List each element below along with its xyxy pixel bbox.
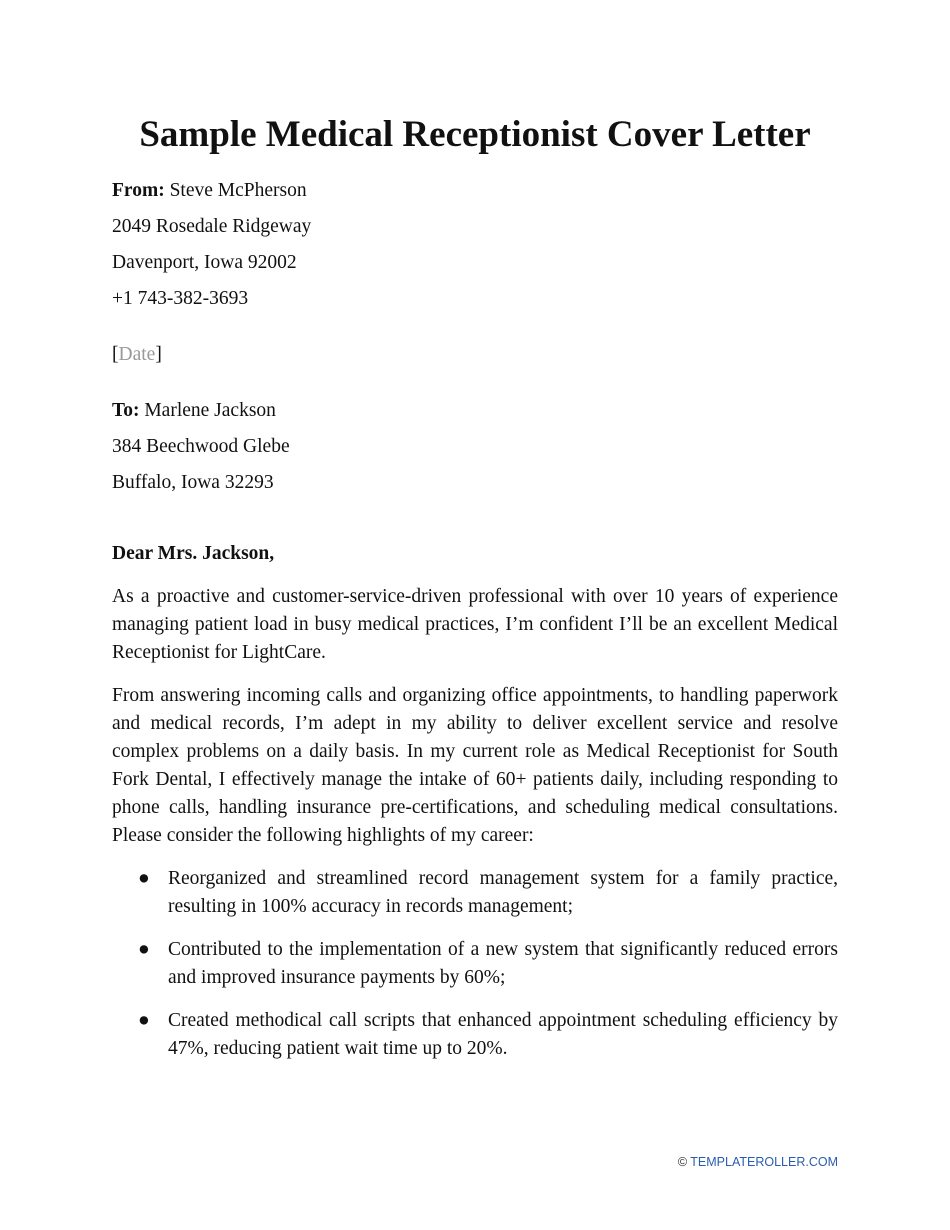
to-address1: 384 Beechwood Glebe <box>112 436 290 457</box>
from-address2: Davenport, Iowa 92002 <box>112 252 297 273</box>
from-address1: 2049 Rosedale Ridgeway <box>112 216 312 237</box>
bracket-close: ] <box>155 344 162 365</box>
to-label: To: <box>112 400 140 421</box>
highlights-list <box>112 865 838 1063</box>
footer-link[interactable]: TEMPLATEROLLER.COM <box>690 1155 838 1169</box>
bullet-icon: ● <box>138 939 150 960</box>
page-title: Sample Medical Receptionist Cover Letter <box>139 114 811 155</box>
list-item <box>112 936 838 992</box>
list-item-text: Created methodical call scripts that enhanced appointment scheduling efficiency by 47%, reducing patient wait time up to 20%. <box>168 1010 838 1059</box>
from-label: From: <box>112 180 165 201</box>
paragraph-intro: As a proactive and customer-service-driven professional with over 10 years of experience managing patient load in busy medical practices, I’m confident I’ll be an excellent Medical Receptionist for LightCare. <box>112 586 838 663</box>
paragraph-experience: From answering incoming calls and organizing office appointments, to handling paperwork and medical records, I’m adept in my ability to deliver excellent service and resolve complex problems on a daily basis. In my current role as Medical Receptionist for South Fork Dental, I effectively manage the intake of 60+ patients daily, including responding to phone calls, handling insurance pre-certifications, and scheduling medical consultations. Please consider the following highlights of my career: <box>112 685 838 846</box>
date-field <box>112 343 162 367</box>
from-name: Steve McPherson <box>169 180 307 201</box>
from-line <box>112 179 307 203</box>
list-item <box>112 1007 838 1063</box>
to-address2: Buffalo, Iowa 32293 <box>112 472 274 493</box>
list-item-text: Reorganized and streamlined record management system for a family practice, resulting in 100% accuracy in records management; <box>168 868 838 917</box>
from-phone: +1 743-382-3693 <box>112 288 249 309</box>
list-item <box>112 865 838 921</box>
copyright-icon: © <box>677 1155 688 1169</box>
bullet-icon: ● <box>138 868 150 889</box>
to-name: Marlene Jackson <box>144 400 276 421</box>
footer <box>678 1155 838 1169</box>
to-line <box>112 399 276 423</box>
bullet-icon: ● <box>138 1010 150 1031</box>
date-placeholder: Date <box>118 344 156 365</box>
salutation: Dear Mrs. Jackson, <box>112 543 275 564</box>
bracket-open: [ <box>112 344 119 365</box>
list-item-text: Contributed to the implementation of a new system that significantly reduced errors and improved insurance payments by 60%; <box>168 939 838 988</box>
